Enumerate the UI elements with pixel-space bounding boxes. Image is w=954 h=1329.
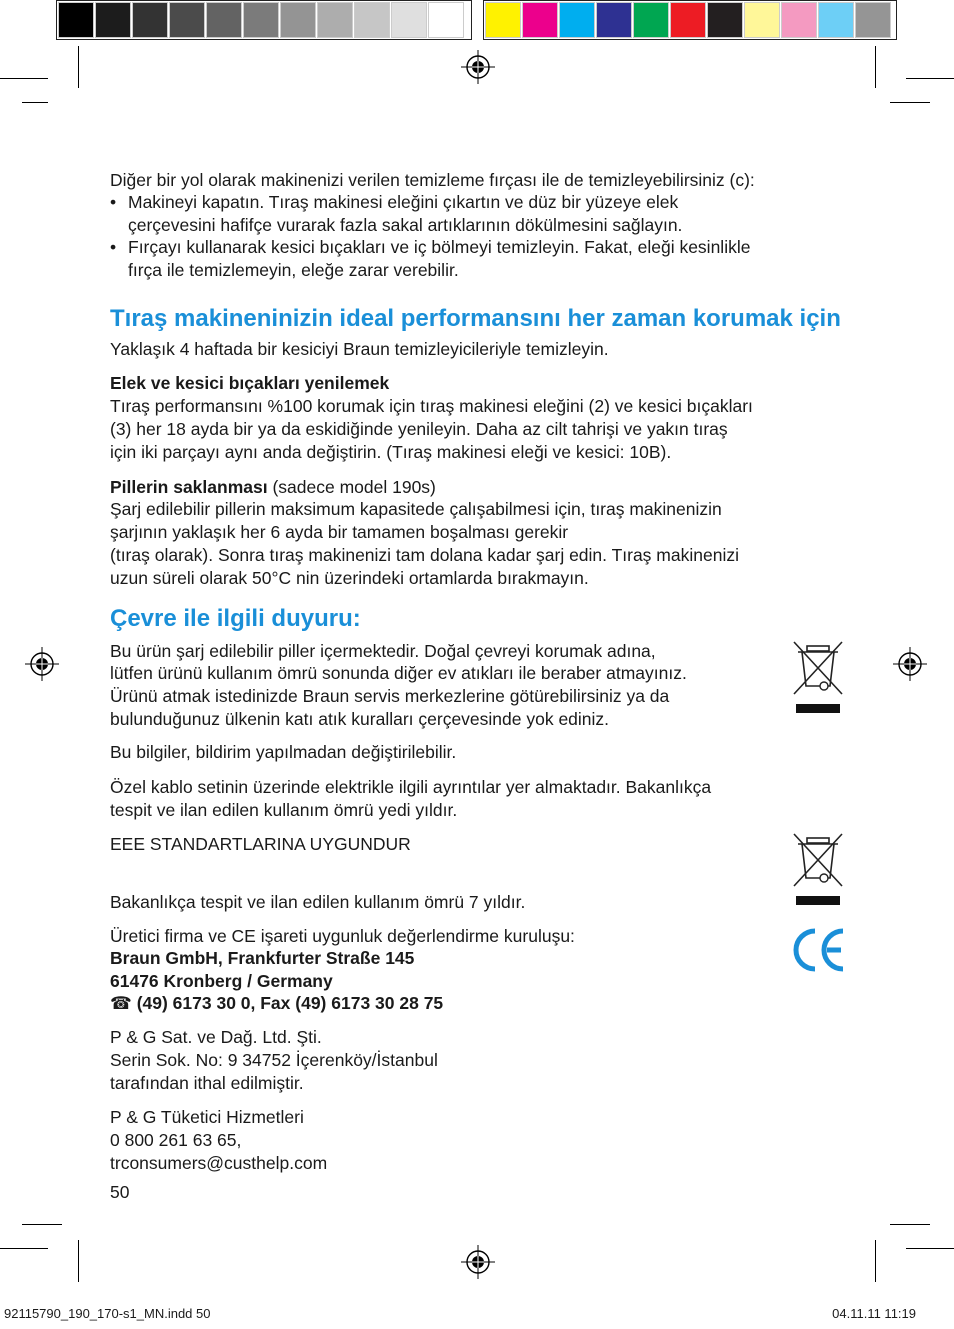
- color-swatch: [132, 2, 168, 38]
- color-calibration-bar: [483, 0, 897, 40]
- section-heading: Tıraş makineninizin ideal performansını her zaman korumak için: [110, 305, 841, 332]
- paragraph-line: bulunduğunuz ülkenin katı atık kuralları çerçevesinde yok ediniz.: [110, 709, 610, 729]
- color-swatch: [559, 2, 595, 38]
- intro-line: Diğer bir yol olarak makinenizi verilen temizleme fırçası ile de temizleyebilirsiniz (c):: [110, 170, 755, 190]
- crop-mark: [906, 1248, 954, 1249]
- crop-mark: [22, 1224, 62, 1225]
- phone-line: [110, 992, 443, 1015]
- consumer-line: P & G Tüketici Hizmetleri: [110, 1107, 304, 1127]
- paragraph-line: Şarj edilebilir pillerin maksimum kapasitede çalışabilmesi için, tıraş makinenizin: [110, 499, 722, 519]
- color-swatch: [670, 2, 706, 38]
- color-swatch: [58, 2, 94, 38]
- registration-mark-icon: [25, 647, 59, 681]
- color-swatch: [633, 2, 669, 38]
- paragraph-line: (tıraş olarak). Sonra tıraş makinenizi tam dolana kadar şarj edin. Tıraş makinenizi: [110, 545, 739, 565]
- manufacturer-intro: Üretici firma ve CE işareti uygunluk değerlendirme kuruluşu:: [110, 926, 575, 946]
- ce-mark-icon: [789, 925, 847, 975]
- paragraph: Yaklaşık 4 haftada bir kesiciyi Braun temizleyicileriyle temizleyin.: [110, 339, 609, 359]
- bullet-line: çerçevesini hafifçe vurarak fazla sakal artıklarının dökülmesini sağlayın.: [128, 214, 683, 235]
- importer-line: tarafından ithal edilmiştir.: [110, 1073, 304, 1093]
- crop-mark: [890, 102, 930, 103]
- telephone-icon: ☎: [110, 993, 132, 1013]
- subheading-suffix: (sadece model 190s): [267, 477, 436, 497]
- importer-line: P & G Sat. ve Dağ. Ltd. Şti.: [110, 1027, 322, 1047]
- color-swatch: [485, 2, 521, 38]
- subheading-line: [110, 476, 436, 499]
- crop-mark: [875, 1240, 876, 1282]
- paragraph-line: şarjının yaklaşık her 6 ayda bir tamamen boşalması gerekir: [110, 522, 569, 542]
- color-swatch: [744, 2, 780, 38]
- crop-mark: [0, 1248, 48, 1249]
- registration-mark-icon: [893, 647, 927, 681]
- color-swatch: [428, 2, 464, 38]
- registration-mark-icon: [461, 1245, 495, 1279]
- section-heading: Çevre ile ilgili duyuru:: [110, 605, 361, 632]
- color-swatch: [391, 2, 427, 38]
- page-number: 50: [110, 1182, 130, 1202]
- crop-mark: [78, 46, 79, 88]
- crop-mark: [78, 1240, 79, 1282]
- color-swatch: [317, 2, 353, 38]
- color-swatch: [280, 2, 316, 38]
- importer-line: Serin Sok. No: 9 34752 İçerenköy/İstanbul: [110, 1050, 438, 1070]
- registration-mark-icon: [461, 50, 495, 84]
- bullet-line: Makineyi kapatın. Tıraş makinesi eleğini çıkartın ve düz bir yüzeye elek: [128, 192, 679, 212]
- file-slug: 92115790_190_170-s1_MN.indd 50: [4, 1306, 211, 1321]
- crop-mark: [906, 78, 954, 79]
- phone-numbers: (49) 6173 30 0, Fax (49) 6173 30 28 75: [136, 993, 444, 1013]
- bullet-line: Fırçayı kullanarak kesici bıçakları ve iç bölmeyi temizleyin. Fakat, eleği kesinlikle: [128, 237, 751, 257]
- paragraph-line: (3) her 18 ayda bir ya da eskidiğinde yenileyin. Daha az cilt tahrişi ve yakın tıraş: [110, 419, 728, 439]
- color-swatch: [206, 2, 242, 38]
- paragraph: Bu bilgiler, bildirim yapılmadan değiştirilebilir.: [110, 742, 457, 762]
- bullet-dot: •: [110, 237, 117, 257]
- color-swatch: [781, 2, 817, 38]
- crop-mark: [22, 102, 48, 103]
- weee-bin-icon: [790, 830, 846, 908]
- gray-calibration-bar: [56, 0, 472, 40]
- color-swatch: [354, 2, 390, 38]
- weee-bin-icon: [790, 638, 846, 716]
- consumer-line: trconsumers@custhelp.com: [110, 1153, 328, 1173]
- subheading: Elek ve kesici bıçakları yenilemek: [110, 373, 390, 393]
- subheading: Pillerin saklanması: [110, 477, 268, 497]
- paragraph-line: lütfen ürünü kullanım ömrü sonunda diğer ev atıkları ile beraber atmayınız.: [110, 663, 687, 683]
- color-swatch: [707, 2, 743, 38]
- manufacturer-line: Braun GmbH, Frankfurter Straße 145: [110, 948, 415, 968]
- bullet-dot: •: [110, 192, 117, 212]
- color-swatch: [522, 2, 558, 38]
- eee-conformity: EEE STANDARTLARINA UYGUNDUR: [110, 834, 411, 854]
- paragraph-line: tespit ve ilan edilen kullanım ömrü yedi yıldır.: [110, 800, 458, 820]
- crop-mark: [875, 46, 876, 88]
- paragraph-line: Özel kablo setinin üzerinde elektrikle ilgili ayrıntılar yer almaktadır. Bakanlıkça: [110, 777, 712, 797]
- crop-mark: [890, 1224, 930, 1225]
- lifetime-note: Bakanlıkça tespit ve ilan edilen kullanım ömrü 7 yıldır.: [110, 892, 526, 912]
- color-swatch: [855, 2, 891, 38]
- paragraph-line: Bu ürün şarj edilebilir piller içermektedir. Doğal çevreyi korumak adına,: [110, 641, 656, 661]
- bullet-line: fırça ile temizlemeyin, eleğe zarar verebilir.: [128, 259, 459, 280]
- color-swatch: [169, 2, 205, 38]
- manufacturer-line: 61476 Kronberg / Germany: [110, 971, 333, 991]
- crop-mark: [0, 78, 48, 79]
- color-swatch: [818, 2, 854, 38]
- paragraph-line: Ürünü atmak istedinizde Braun servis merkezlerine götürebilirsiniz ya da: [110, 686, 670, 706]
- color-swatch: [95, 2, 131, 38]
- consumer-line: 0 800 261 63 65,: [110, 1130, 242, 1150]
- color-swatch: [596, 2, 632, 38]
- paragraph-line: için iki parçayı aynı anda değiştirin. (Tıraş makinesi eleği ve kesici: 10B).: [110, 442, 672, 462]
- paragraph-line: uzun süreli olarak 50°C nin üzerindeki ortamlarda bırakmayın.: [110, 568, 589, 588]
- paragraph-line: Tıraş performansını %100 korumak için tıraş makinesi eleğini (2) ve kesici bıçakları: [110, 396, 753, 416]
- color-swatch: [243, 2, 279, 38]
- date-slug: 04.11.11 11:19: [832, 1306, 916, 1321]
